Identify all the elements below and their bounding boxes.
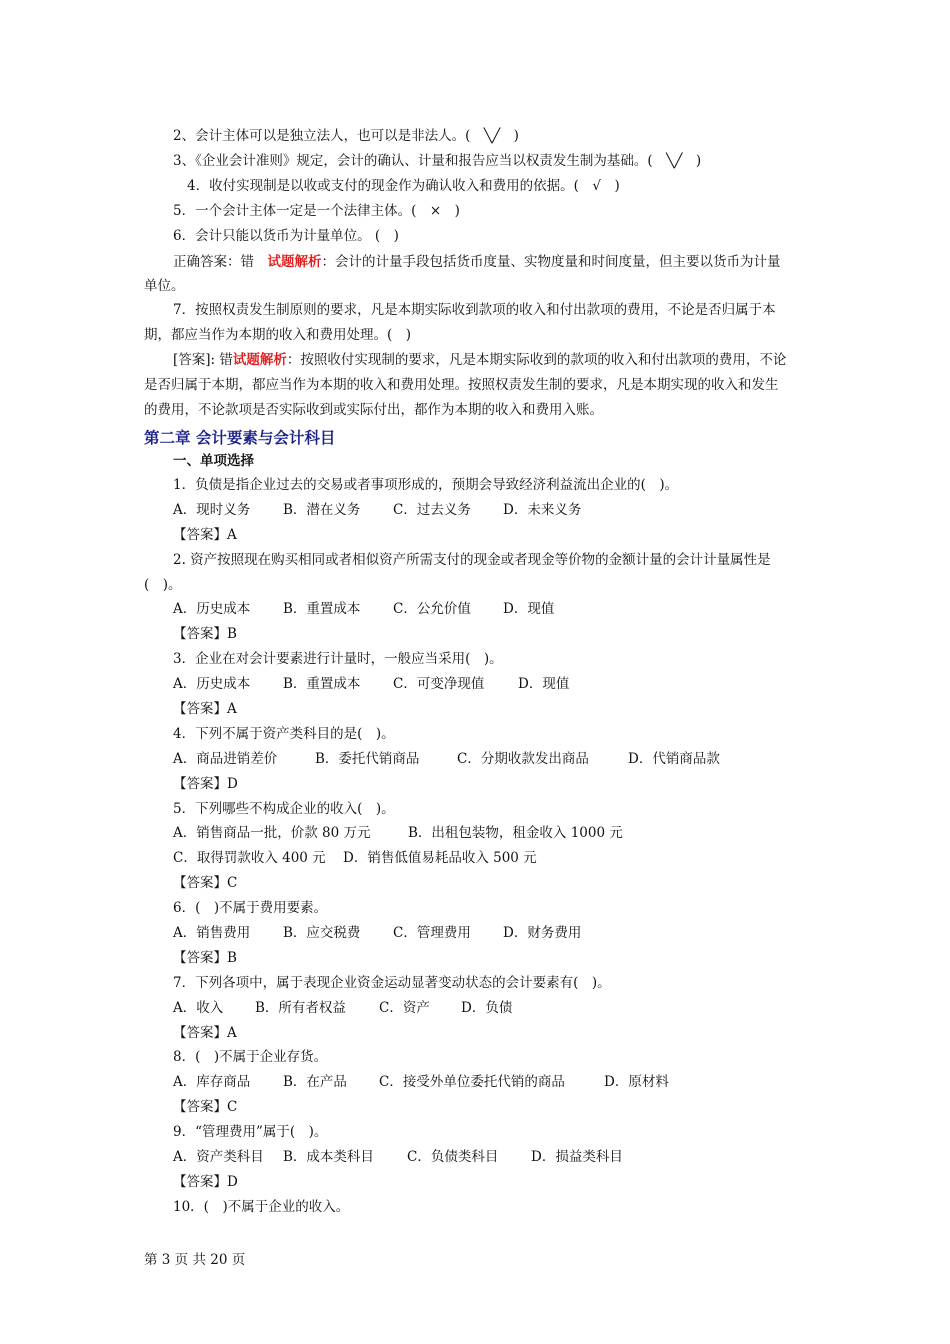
answer-7-label: [答案]: 错 <box>173 352 233 368</box>
option: D．损益类科目 <box>531 1149 623 1165</box>
option: D．销售低值易耗品收入 500 元 <box>343 850 537 866</box>
answer-6b: 【答案】B <box>173 950 237 966</box>
option: B．在产品 <box>283 1074 347 1090</box>
option: A．库存商品 <box>173 1074 251 1090</box>
answer-7-cont-2: 的费用，不论款项是否实际收到或实际付出，都作为本期的收入和费用入账。 <box>144 402 603 418</box>
question-6-options <box>173 924 581 942</box>
option: A．商品进销差价 <box>173 751 278 767</box>
analysis-label: 试题解析 <box>232 352 287 368</box>
statement-2: 2、会计主体可以是独立法人，也可以是非法人。( ╲╱ ) <box>173 128 519 144</box>
option: D．代销商品款 <box>628 751 720 767</box>
question-8: 8．( )不属于企业存货。 <box>173 1049 328 1065</box>
question-3: 3．企业在对会计要素进行计量时，一般应当采用( )。 <box>173 651 503 667</box>
option: A．销售商品一批，价款 80 万元 <box>173 825 371 841</box>
option: C．过去义务 <box>393 502 471 518</box>
answer-2: 【答案】B <box>173 626 237 642</box>
option: B．重置成本 <box>283 601 361 617</box>
option: C．负债类科目 <box>407 1149 499 1165</box>
option: B．所有者权益 <box>255 1000 346 1016</box>
option: A．历史成本 <box>173 601 251 617</box>
answer-3: 【答案】A <box>173 701 237 717</box>
option: A．资产类科目 <box>173 1149 264 1165</box>
option: C．取得罚款收入 400 元 <box>173 850 326 866</box>
option: C．接受外单位委托代销的商品 <box>379 1074 565 1090</box>
option: C．分期收款发出商品 <box>457 751 589 767</box>
option: D．现值 <box>518 676 570 692</box>
chapter-title: 第二章 会计要素与会计科目 <box>144 428 336 447</box>
question-1: 1．负债是指企业过去的交易或者事项形成的，预期会导致经济利益流出企业的( )。 <box>173 477 679 493</box>
analysis-label: 试题解析 <box>267 254 322 270</box>
question-8-options <box>173 1073 669 1091</box>
question-3-options <box>173 675 569 693</box>
question-5-options-1 <box>173 824 623 842</box>
option: D．财务费用 <box>503 925 582 941</box>
section-title: 一、单项选择 <box>173 453 254 469</box>
question-7-options <box>173 999 512 1017</box>
option: B．应交税费 <box>283 925 361 941</box>
question-5-options-2 <box>173 849 537 867</box>
statement-5: 5．一个会计主体一定是一个法律主体。( × ) <box>173 203 460 219</box>
option: B．委托代销商品 <box>315 751 420 767</box>
option: C．公允价值 <box>393 601 471 617</box>
question-2-options <box>173 600 554 618</box>
answer-7b: 【答案】A <box>173 1025 237 1041</box>
option: D．负债 <box>461 1000 513 1016</box>
statement-4: 4．收付实现制是以收或支付的现金作为确认收入和费用的依据。( √ ) <box>187 178 620 194</box>
question-6: 6．( )不属于费用要素。 <box>173 900 328 916</box>
option: C．可变净现值 <box>393 676 485 692</box>
answer-9: 【答案】D <box>173 1174 238 1190</box>
option: B．成本类科目 <box>283 1149 374 1165</box>
option: A．历史成本 <box>173 676 251 692</box>
answer-4: 【答案】D <box>173 776 238 792</box>
option: A．收入 <box>173 1000 224 1016</box>
option: A．现时义务 <box>173 502 251 518</box>
answer-7-cont-1: 是否归属于本期，都应当作为本期的收入和费用处理。按照权责发生制的要求，凡是本期实现的收入和发生 <box>144 377 779 393</box>
option: D．未来义务 <box>503 502 582 518</box>
option: A．销售费用 <box>173 925 251 941</box>
question-5: 5．下列哪些不构成企业的收入( )。 <box>173 801 395 817</box>
question-1-options <box>173 501 581 519</box>
answer-6 <box>173 253 781 271</box>
question-9: 9．“管理费用”属于( )。 <box>173 1124 328 1140</box>
question-2-cont: ( )。 <box>144 577 182 593</box>
option: B．出租包装物，租金收入 1000 元 <box>408 825 623 841</box>
answer-5: 【答案】C <box>173 875 238 891</box>
statement-6: 6．会计只能以货币为计量单位。 ( ) <box>173 228 399 244</box>
answer-6-analysis: ：会计的计量手段包括货币度量、实物度量和时间度量，但主要以货币为计量 <box>321 254 781 270</box>
answer-7-analysis: ：按照收付实现制的要求，凡是本期实际收到的款项的收入和付出款项的费用，不论 <box>286 352 787 368</box>
statement-7-cont: 期，都应当作为本期的收入和费用处理。( ) <box>144 327 412 343</box>
statement-3: 3、《企业会计准则》规定，会计的确认、计量和报告应当以权责发生制为基础。( ╲╱ ) <box>173 153 702 169</box>
option: C．资产 <box>379 1000 430 1016</box>
answer-7 <box>173 351 786 369</box>
option: C．管理费用 <box>393 925 471 941</box>
page-footer: 第 3 页 共 20 页 <box>144 1252 246 1268</box>
answer-6-label: 正确答案：错 <box>173 254 268 270</box>
option: D．现值 <box>503 601 555 617</box>
option: D．原材料 <box>604 1074 669 1090</box>
answer-1: 【答案】A <box>173 527 237 543</box>
statement-7: 7．按照权责发生制原则的要求，凡是本期实际收到款项的收入和付出款项的费用，不论是否归属于本 <box>173 302 776 318</box>
question-4: 4．下列不属于资产类科目的是( )。 <box>173 726 395 742</box>
option: B．潜在义务 <box>283 502 361 518</box>
answer-8: 【答案】C <box>173 1099 238 1115</box>
question-9-options <box>173 1148 623 1166</box>
option: B．重置成本 <box>283 676 361 692</box>
question-4-options <box>173 750 720 768</box>
answer-6-cont: 单位。 <box>144 278 185 294</box>
question-2: 2. 资产按照现在购买相同或者相似资产所需支付的现金或者现金等价物的金额计量的会计计量属性是 <box>173 552 771 568</box>
question-10: 10．( )不属于企业的收入。 <box>173 1199 350 1215</box>
question-7: 7．下列各项中，属于表现企业资金运动显著变动状态的会计要素有( )。 <box>173 975 611 991</box>
